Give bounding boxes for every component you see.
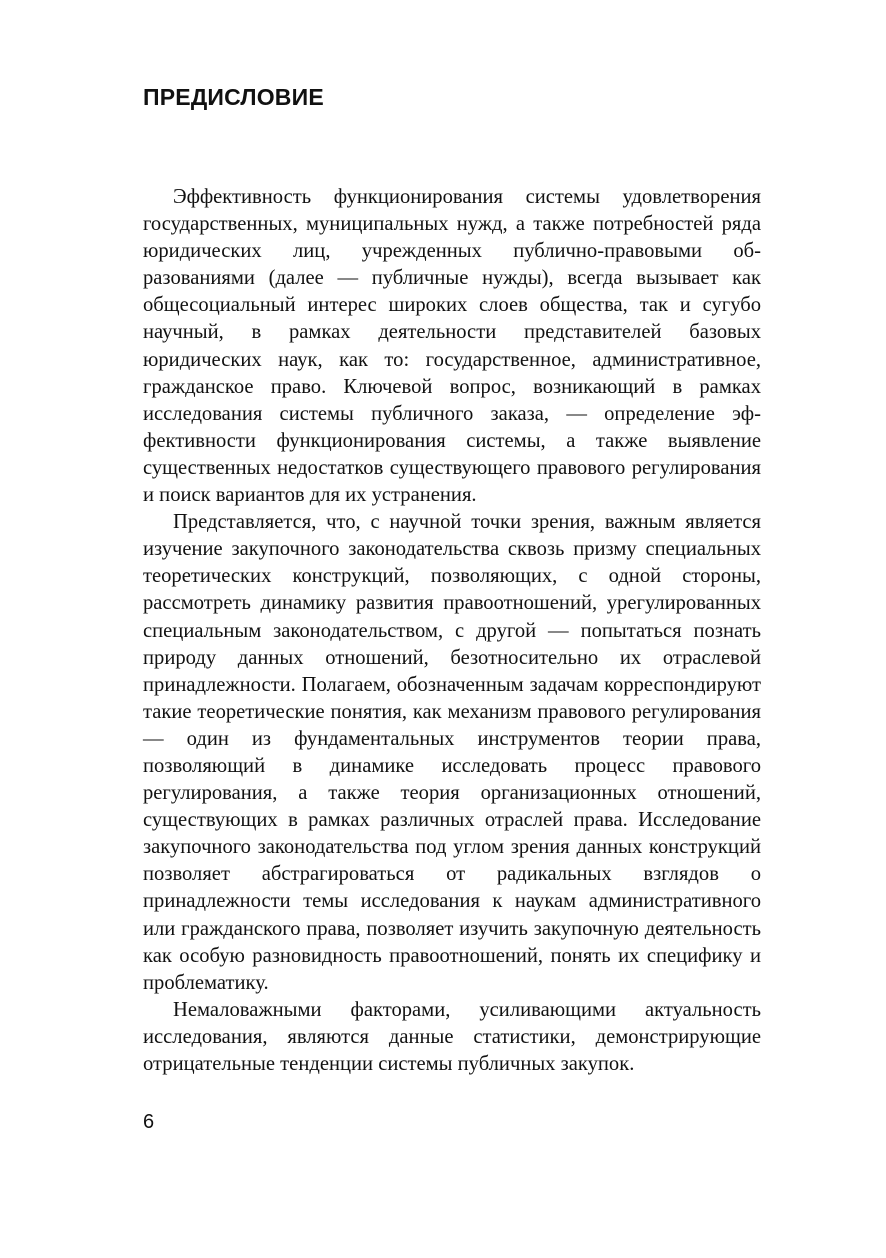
paragraph: Немаловажными факторами, усиливающими актуальность исследования, являются данные статистики, демонстрирующие отрицательные тенденции системы публичных закупок.	[143, 998, 761, 1075]
chapter-heading: ПРЕДИСЛОВИЕ	[143, 84, 324, 110]
paragraph: Эффективность функционирования системы удовлетворения государственных, муниципальных нужд, а также потребностей ряда юридических лиц, учрежденных публично-правовыми образованиями (далее — публичные нужды), всегда вызывает как общесоциальный интерес широких слоев общества, так и сугубо научный, в рамках деятельности представителей базовых юридических наук, как то: государственное, административное, гражданское право. Ключевой вопрос, возникающий в рамках исследования системы публичного заказа, — определение эффективности функционирования системы, а также выявление существенных недостатков существующего правового регулирования и поиск вариантов для их устранения.	[143, 186, 761, 507]
paragraph: Представляется, что, с научной точки зрения, важным является изучение закупочного законодательства сквозь призму специальных теоретических конструкций, позволяющих, с одной стороны, рассмотреть динамику развития правоотношений, урегулированных специальным законодательством, с другой — попытаться познать природу данных отношений, безотносительно их отраслевой принадлежности. Полагаем, обозначенным задачам корреспондируют такие теоретические понятия, как механизм правового регулирования — один из фундаментальных инструментов теории права, позволяющий в динамике исследовать процесс правового регулирования, а также теория организационных отношений, существующих в рамках различных отраслей права. Исследование закупочного законодательства под углом зрения данных конструкций позволяет абстрагироваться от радикальных взглядов о принадлежности темы исследования к наукам административного или гражданского права, позволяет изучить закупочную деятельность как особую разновидность правоотношений, понять их специфику и проблематику.	[143, 511, 761, 994]
page-number: 6	[143, 1111, 155, 1133]
body-text	[143, 184, 761, 1078]
